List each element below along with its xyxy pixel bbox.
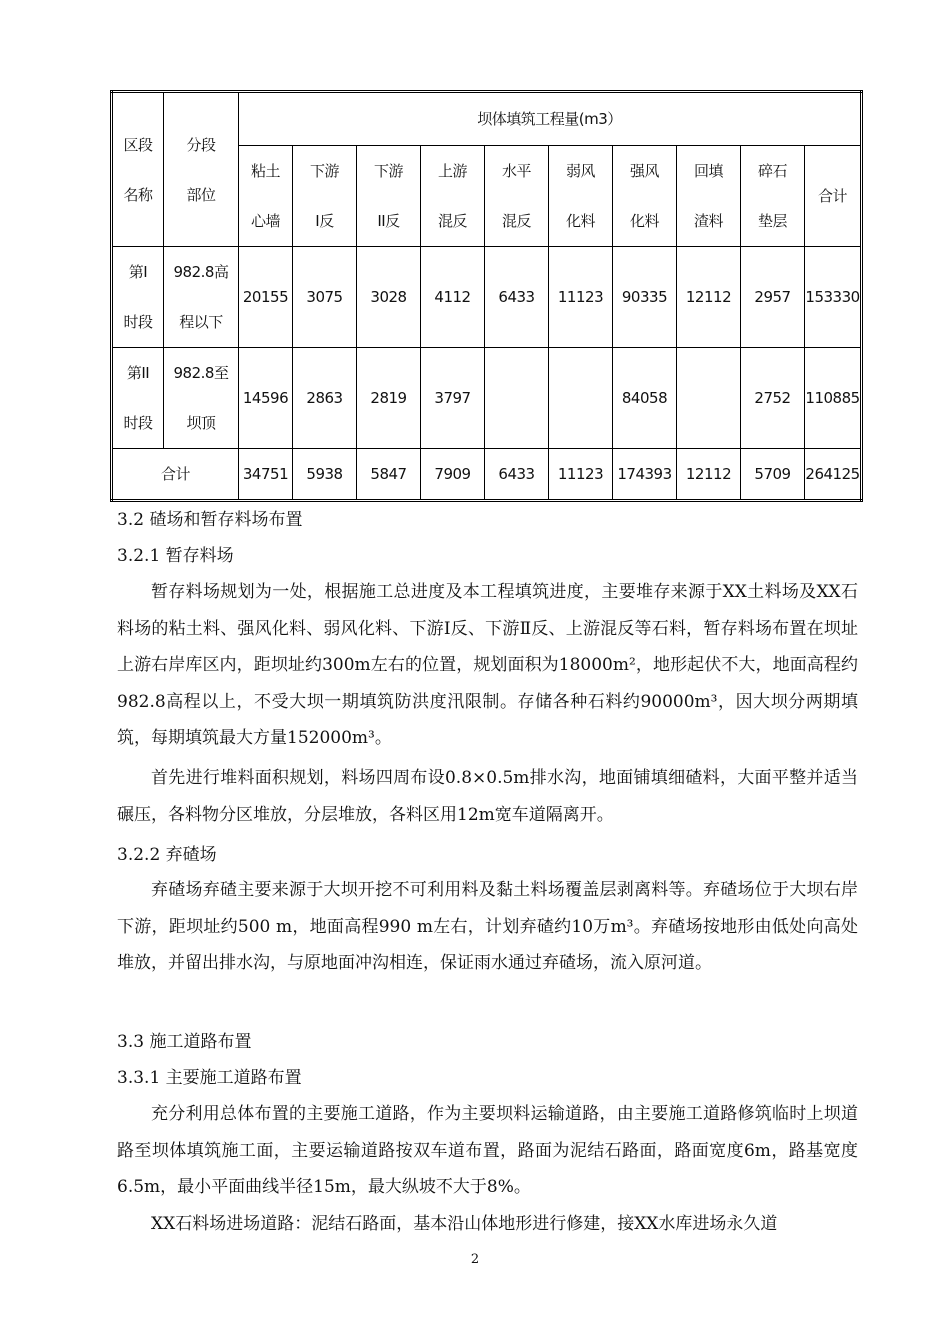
table-cell-sum: 264125: [805, 449, 862, 501]
table-cell: [677, 348, 741, 449]
table-cell: 2957: [741, 247, 805, 348]
table-cell: [549, 348, 613, 449]
table-cell: 5709: [741, 449, 805, 501]
row-part: 982.8至 坝顶: [164, 348, 239, 449]
heading-3-3: 3.3 施工道路布置: [117, 1032, 252, 1052]
paragraph: 首先进行堆料面积规划，料场四周布设0.8×0.5m排水沟，地面铺填细碴料，大面平整并适当碾压，各料物分区堆放，分层堆放，各料区用12m宽车道隔离开。: [117, 768, 858, 825]
row-part: 982.8高 程以下: [164, 247, 239, 348]
table-cell: 174393: [613, 449, 677, 501]
subheader-cell: 上游 混反: [421, 146, 485, 247]
subheader-cell: 粘土 心墙: [239, 146, 293, 247]
table-cell: 2819: [357, 348, 421, 449]
subheader-cell: 下游 II反: [357, 146, 421, 247]
table-cell: 3028: [357, 247, 421, 348]
table-cell: 11123: [549, 449, 613, 501]
table-cell-sum: 153330: [805, 247, 862, 348]
fill-quantity-table: [110, 90, 863, 502]
table-total-row: [112, 449, 862, 501]
subheader-cell: 水平 混反: [485, 146, 549, 247]
total-label: 合计: [112, 449, 239, 501]
header-section: 区段 名称: [112, 92, 164, 247]
table-cell: 12112: [677, 247, 741, 348]
paragraph: 暂存料场规划为一处，根据施工总进度及本工程填筑进度，主要堆存来源于XX土料场及XX石料场的粘土料、强风化料、弱风化料、下游Ⅰ反、下游Ⅱ反、上游混反等石料，暂存料场布置在坝址上游右岸库区内，距坝址约300m左右的位置，规划面积为18000m²，地形起伏不大，地面高程约982.8高程以上，不受大坝一期填筑防洪度汛限制。存储各种石料约90000m³，因大坝分两期填筑，每期填筑最大方量152000m³。: [117, 582, 858, 749]
table-cell: 2863: [293, 348, 357, 449]
heading-3-3-1: 3.3.1 主要施工道路布置: [117, 1068, 302, 1088]
table-cell: 90335: [613, 247, 677, 348]
subheader-cell: 回填 渣料: [677, 146, 741, 247]
subheader-sum: 合计: [805, 146, 862, 247]
row-section: 第II 时段: [112, 348, 164, 449]
table-cell: 3075: [293, 247, 357, 348]
table-cell: 11123: [549, 247, 613, 348]
header-main: 坝体填筑工程量(m3）: [239, 92, 862, 146]
table-cell: 6433: [485, 247, 549, 348]
header-part: 分段 部位: [164, 92, 239, 247]
page-number: 2: [470, 1252, 480, 1267]
table-cell: 5847: [357, 449, 421, 501]
table-cell: 12112: [677, 449, 741, 501]
table-cell: 14596: [239, 348, 293, 449]
subheader-cell: 强风 化料: [613, 146, 677, 247]
subheader-cell: 弱风 化料: [549, 146, 613, 247]
table-cell: 4112: [421, 247, 485, 348]
table-cell: 20155: [239, 247, 293, 348]
table-cell: 84058: [613, 348, 677, 449]
table-cell: 6433: [485, 449, 549, 501]
paragraph: XX石料场进场道路：泥结石路面，基本沿山体地形进行修建，接XX水库进场永久道: [151, 1214, 778, 1234]
table-cell: 34751: [239, 449, 293, 501]
table-cell: 2752: [741, 348, 805, 449]
table-cell: 3797: [421, 348, 485, 449]
heading-3-2: 3.2 碴场和暂存料场布置: [117, 510, 303, 530]
table-cell-sum: 110885: [805, 348, 862, 449]
heading-3-2-1: 3.2.1 暂存料场: [117, 546, 234, 566]
subheader-cell: 下游 I反: [293, 146, 357, 247]
table-cell: [485, 348, 549, 449]
table-cell: 5938: [293, 449, 357, 501]
paragraph: 充分利用总体布置的主要施工道路，作为主要坝料运输道路，由主要施工道路修筑临时上坝道路至坝体填筑施工面，主要运输道路按双车道布置，路面为泥结石路面，路面宽度6m，路基宽度6.5m，最小平面曲线半径15m，最大纵坡不大于8%。: [117, 1104, 858, 1198]
row-section: 第I 时段: [112, 247, 164, 348]
table-cell: 7909: [421, 449, 485, 501]
table-header-row: [112, 92, 862, 146]
table-row: [112, 247, 862, 348]
table-row: [112, 348, 862, 449]
subheader-cell: 碎石 垫层: [741, 146, 805, 247]
paragraph: 弃碴场弃碴主要来源于大坝开挖不可利用料及黏土料场覆盖层剥离料等。弃碴场位于大坝右岸下游，距坝址约500 m，地面高程990 m左右，计划弃碴约10万m³。弃碴场按地形由低处向高处堆放，并留出排水沟，与原地面冲沟相连，保证雨水通过弃碴场，流入原河道。: [117, 880, 858, 974]
heading-3-2-2: 3.2.2 弃碴场: [117, 845, 217, 865]
